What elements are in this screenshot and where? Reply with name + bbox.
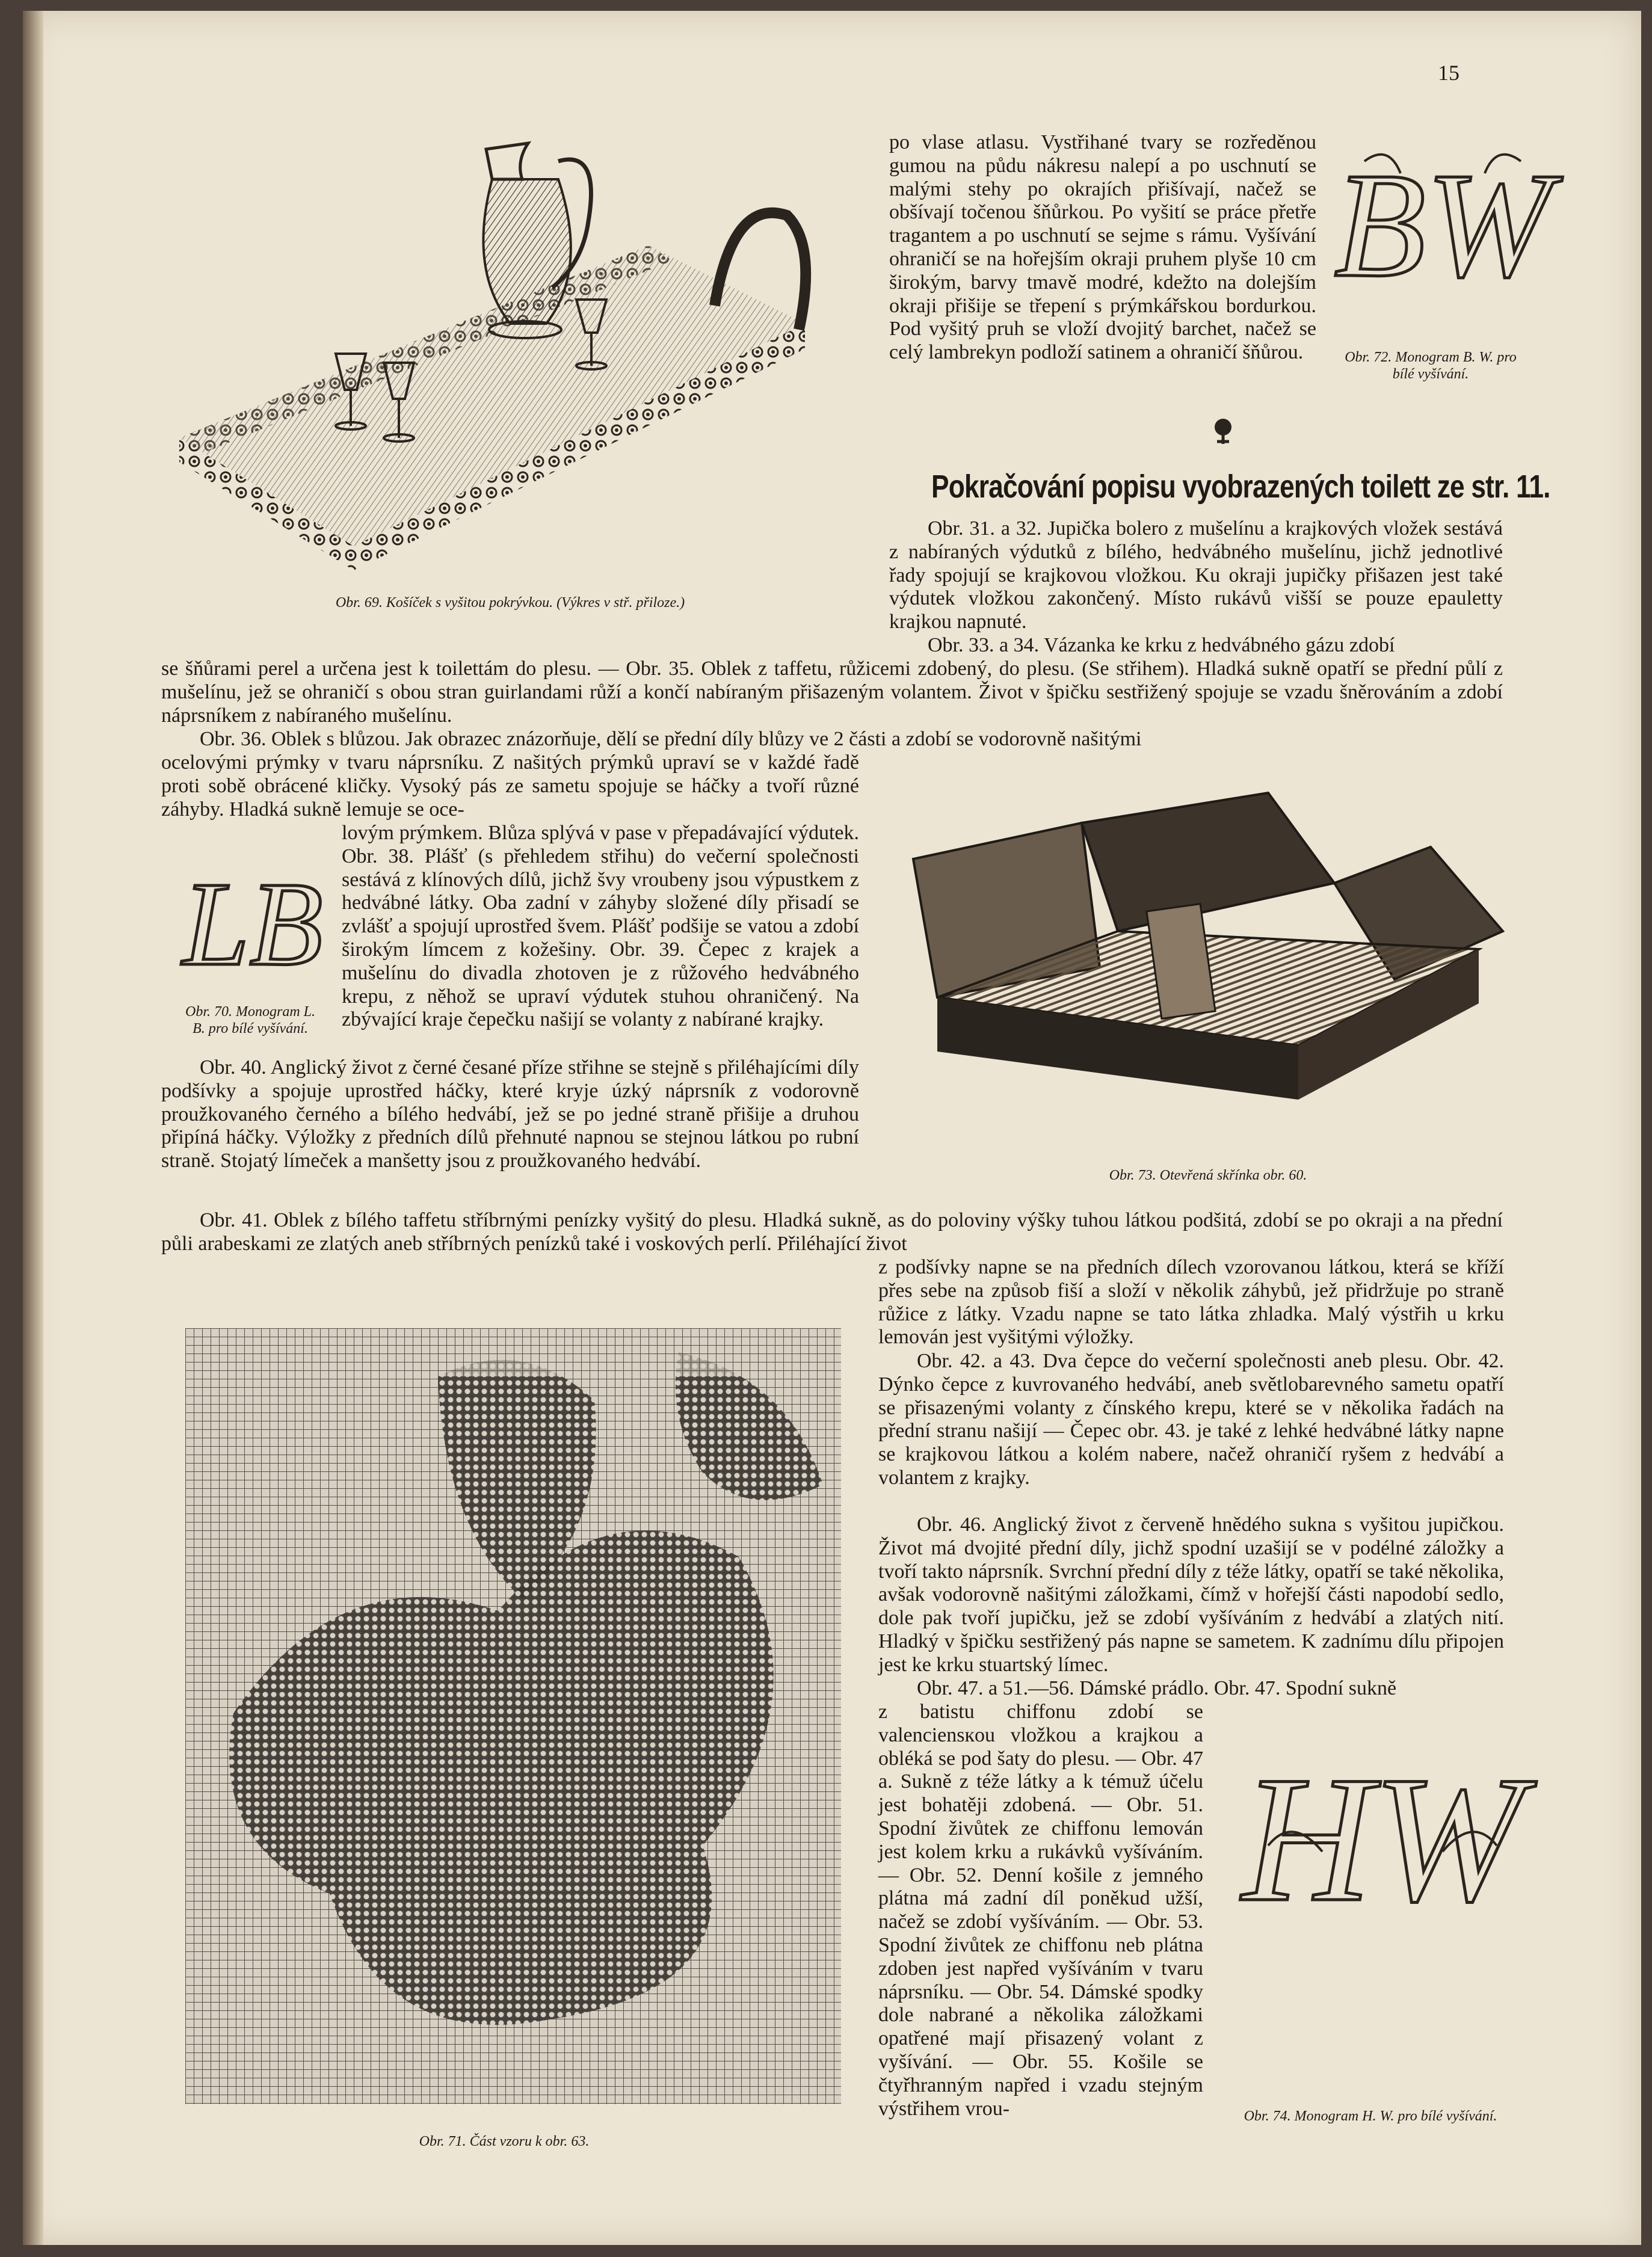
caption-fig70: Obr. 70. Monogram L. B. pro bílé vyšívání. xyxy=(185,1004,316,1036)
text-right-d: Obr. 47. a 51.—56. Dámské prádlo. Obr. 47. Spodní sukně xyxy=(917,1677,1397,1699)
text-left-c: Obr. 40. Anglický život z černé česané příze střihne se stejně s přiléhajícími díly podšívky a spojuje uprostřed háčky, které kryje úzký náprsník z vodorovně proužkovaného černého a bílého hedvábí, jež se po jedné straně přišije a druhou připíná háčky. Výložky z předních dílů přehnuté napnou se stejnou látkou po rubní straně. Stojatý límeček a manšetty jsou z proužkovaného hedvábí. xyxy=(161,1056,859,1172)
text-obr33-start: Obr. 33. a 34. Vázanka ke krku z hedvábného gázu zdobí xyxy=(928,634,1395,656)
section-heading: Pokračování popisu vyobrazených toilett ze str. 11. xyxy=(931,469,1550,505)
text-left-a: ocelovými prýmky v tvaru náprsníku. Z našitých prýmků upraví se v každé řadě proti sobě obrácené kličky. Vysoký pás ze sametu spojuje se háčky a tvoří různé záhyby. Hladká sukně lemuje se oce- xyxy=(161,751,859,821)
text-right-a: z podšívky napne se na předních dílech vzorovanou látkou, která se kříží přes sebe na způsob fiší a složí v několik záhybů, jež přidržuje po straně růžice z látky. Vzadu napne se tato látka zhladka. Malý výstřih u krku lemován jest vyšitými výložky. xyxy=(878,1256,1504,1349)
caption-fig69: Obr. 69. Košíček s vyšitou pokrývkou. (Výkres v stř. přiloze.) xyxy=(335,595,685,611)
text-top-right: po vlase atlasu. Vystřihané tvary se rozředěnou gumou na půdu nákresu nalepí a po uschnutí se malými stehy po okrajích přišívají, načež se obšívají točenou šňůrkou. Po vyšití se práce přetře tragantem a po uschnutí se sejme s rámu. Vyšívání ohraničí se na hořejším okraji pruhem plyše 10 cm širokým, barvy tmavě modré, kdežto na dolejším okraji přišije se třepení s prýmkářskou bordurkou. Pod vyšitý pruh se vloží dvojitý barchet, načež se celý lambrekyn podloží satinem a ohraničí šňůrou. xyxy=(889,131,1316,364)
figure-monogram-bw xyxy=(1334,137,1552,312)
caption-fig73: Obr. 73. Otevřená skřínka obr. 60. xyxy=(1109,1168,1307,1183)
caption-fig71: Obr. 71. Část vzoru k obr. 63. xyxy=(419,2134,590,2149)
figure-basket-illustration xyxy=(155,125,841,570)
page-number: 15 xyxy=(1438,61,1459,85)
text-full-width-1: se šňůrami perel a určena jest k toilettám do plesu. — Obr. 35. Oblek z taffetu, růžicemi zdobený, do plesu. (Se střihem). Hladká sukně opatří se přední půlí z mušelínu, jež se ohraničí s obou stran guirlandami růží a končí nabíraným přišazeným volantem. Život v špičku sestřižený spojuje se vzadu šněrováním a zdobí náprsníkem z nabíraného mušelínu. xyxy=(161,657,1503,727)
figure-monogram-hw xyxy=(1242,1725,1523,1942)
figure-embroidery-pattern xyxy=(185,1328,841,2104)
text-full-width-3: Obr. 41. Oblek z bílého taffetu stříbrnými penízky vyšitý do plesu. Hladká sukně, as do poloviny výšky tuhou látkou podšitá, zdobí se po okraji a na přední půli arabeskami ze zlatých aneb stříbrných penízků také i voskových perlí. Přiléhající život xyxy=(161,1209,1503,1255)
page-sheet xyxy=(23,11,1641,2245)
monogram-bw-letters: BW xyxy=(1334,142,1552,309)
monogram-hw-letters: HW xyxy=(1242,1739,1523,1939)
binding-gutter xyxy=(23,11,43,2245)
text-obr31: Obr. 31. a 32. Jupička bolero z mušelínu a krajkových vložek sestává z nabíraných výdutků z bílého, hedvábného mušelínu, jichž jednotlivé řady spojují se krajkovou vložkou. Ku okraji jupičky přišazen jest také výdutek vložkou zakončený. Místo rukávů višší se pouze epauletty krajkou napnuté. xyxy=(889,517,1503,633)
text-left-b: lovým prýmkem. Blůza splývá v pase v přepadávající výdutek. Obr. 38. Plášť (s přehledem střihu) do večerní společnosti sestává z klínových dílů, jichž švy vroubeny jsou výpustkem z hedvábné látky. Oba zadní v záhyby složené díly přisadí se zvlášť a spojují uprostřed švem. Plášť podšije se vatou a zdobí širokým límcem z kožešiny. Obr. 39. Čepec z krajek a mušelínu do divadla zhotoven je z růžového hedvábného krepu, z něhož se upraví výdutek stuhou ohraničený. Na zbývající kraje čepečku našijí se volanty z nabírané krajky. xyxy=(342,822,859,1031)
figure-monogram-lb xyxy=(180,853,325,991)
caption-fig74: Obr. 74. Monogram H. W. pro bílé vyšívání. xyxy=(1244,2108,1497,2124)
caption-fig72: Obr. 72. Monogram B. W. pro bílé vyšívání. xyxy=(1345,349,1517,382)
text-narrow-column: z batistu chiffonu zdobí se valenciensкou vložkou a krajkou a obléká se pod šaty do plesu. — Obr. 47 a. Sukně z téže látky a k témuž účelu jest bohatěji zdobená. — Obr. 51. Spodní živůtek ze chiffonu lemován jest kolem krku a rukávků vyšíváním. — Obr. 52. Denní košile z jemného plátna má zadní díl poněkud užší, načež se zdobí vyšíváním. — Obr. 53. Spodní živůtek ze chiffonu neb plátna zdoben jest napřed vyšíváním v tvaru náprsníku. — Obr. 54. Dámské spodky dole nabrané a několika záložkami opatřené mají přisazený volant z vyšívání. — Obr. 55. Košile se čtyřhranným napřed i vzadu stejným výstřihem vrou- xyxy=(878,1701,1203,2120)
figure-open-box xyxy=(901,787,1509,1124)
ornament-icon xyxy=(1208,415,1238,445)
text-right-c: Obr. 46. Anglický život z červeně hnědého sukna s vyšitou jupičkou. Život má dvojité přední díly, jichž spodní uzašijí se v podélné záložky a tvoří takto náprsník. Svrchní přední díly z téže látky, opatří se také několika, avšak vodorovně našitými záložkami, čímž v hořejší části napodobí sedlo, dole pak tvoří jupičku, jež se zdobí vyšíváním z hedvábí a zlatých nití. Hladký v špičku sestřižený pás napne se sametem. K zadnímu dílu připojen jest ke krku stuartský límec. xyxy=(878,1513,1504,1676)
text-full-width-2: Obr. 36. Oblek s blůzou. Jak obrazec znázorňuje, dělí se přední díly blůzy ve 2 části a zdobí se vodorovně našitými xyxy=(200,728,1142,750)
text-right-b: Obr. 42. a 43. Dva čepce do večerní společnosti aneb plesu. Obr. 42. Dýnko čepce z kuvrovaného hedvábí, aneb světlobarevného sametu opatří se přisazenými volanty z čínského krepu, které se v několika řadách na přední stranu našijí — Čepec obr. 43. je také z lehké hedvábné látky napne se krajkovou látkou a kolém nabere, načež ohraničí ryšem z hedvábí a volantem z krajky. xyxy=(878,1350,1504,1489)
monogram-lb-letters: LB xyxy=(182,858,323,991)
